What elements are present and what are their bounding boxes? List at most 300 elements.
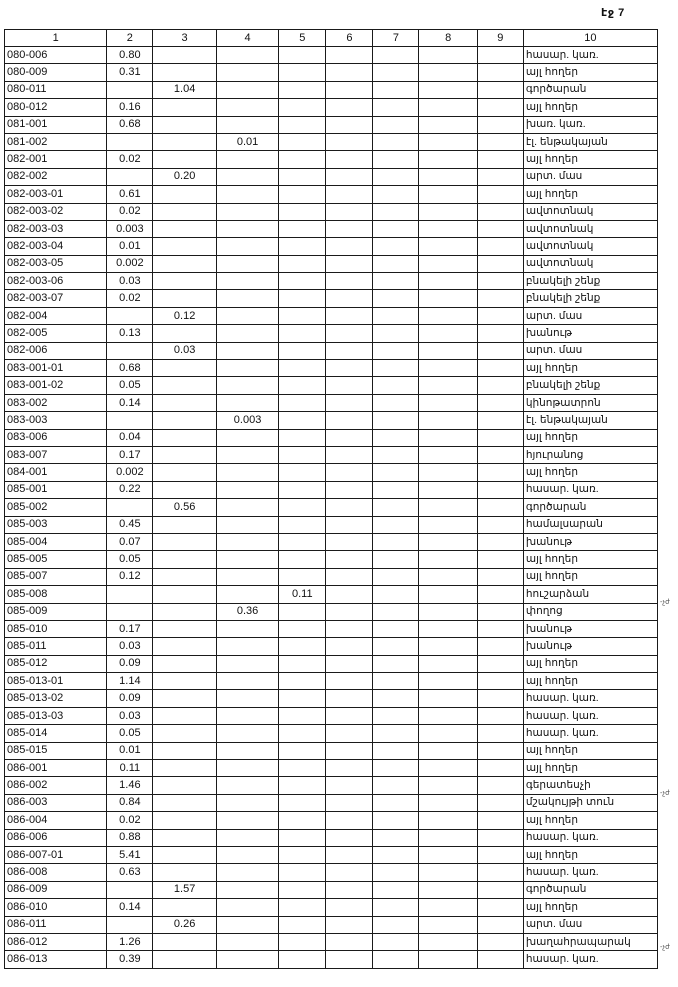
area-cell-col-9 <box>477 551 523 568</box>
area-cell-col-9 <box>477 342 523 359</box>
area-cell-col-3 <box>153 516 216 533</box>
area-cell-col-8 <box>419 690 477 707</box>
table-row <box>5 777 658 794</box>
land-use-cell: ավտոտնակ <box>523 203 657 220</box>
area-cell-col-6 <box>326 394 373 411</box>
parcel-code-cell: 086-001 <box>5 760 107 777</box>
land-use-cell: խանութ <box>523 620 657 637</box>
land-use-cell: հասար. կառ. <box>523 481 657 498</box>
area-cell-col-2: 0.45 <box>107 516 153 533</box>
area-cell-col-2: 0.11 <box>107 760 153 777</box>
area-cell-col-8 <box>419 481 477 498</box>
area-cell-col-5 <box>279 255 326 272</box>
parcel-code-cell: 085-001 <box>5 481 107 498</box>
area-cell-col-8 <box>419 429 477 446</box>
area-cell-col-3 <box>153 568 216 585</box>
parcel-code-cell: 082-005 <box>5 325 107 342</box>
area-cell-col-6 <box>326 864 373 881</box>
parcel-code-cell: 086-003 <box>5 794 107 811</box>
area-cell-col-7 <box>373 916 419 933</box>
area-cell-col-7 <box>373 794 419 811</box>
area-cell-col-7 <box>373 707 419 724</box>
area-cell-col-4 <box>216 481 278 498</box>
area-cell-col-3 <box>153 812 216 829</box>
land-use-cell: հասար. կառ. <box>523 707 657 724</box>
area-cell-col-9 <box>477 899 523 916</box>
area-cell-col-2: 0.31 <box>107 64 153 81</box>
area-cell-col-6 <box>326 846 373 863</box>
land-use-cell: համալսարան <box>523 516 657 533</box>
table-row <box>5 533 658 550</box>
area-cell-col-4: 0.01 <box>216 133 278 150</box>
area-cell-col-6 <box>326 586 373 603</box>
area-cell-col-4 <box>216 290 278 307</box>
land-use-cell: բնակելի շենք <box>523 273 657 290</box>
parcel-code-cell: 086-011 <box>5 916 107 933</box>
area-cell-col-7 <box>373 499 419 516</box>
area-cell-col-8 <box>419 916 477 933</box>
area-cell-col-3 <box>153 47 216 64</box>
area-cell-col-4 <box>216 881 278 898</box>
table-row <box>5 899 658 916</box>
area-cell-col-7 <box>373 464 419 481</box>
parcel-code-cell: 083-001-02 <box>5 377 107 394</box>
area-cell-col-5 <box>279 777 326 794</box>
area-cell-col-6 <box>326 499 373 516</box>
area-cell-col-8 <box>419 446 477 463</box>
area-cell-col-4 <box>216 446 278 463</box>
area-cell-col-8 <box>419 586 477 603</box>
area-cell-col-7 <box>373 603 419 620</box>
area-cell-col-2 <box>107 586 153 603</box>
table-row <box>5 690 658 707</box>
area-cell-col-4 <box>216 464 278 481</box>
table-row <box>5 707 658 724</box>
area-cell-col-8 <box>419 394 477 411</box>
column-header-1: 1 <box>5 30 107 47</box>
parcel-code-cell: 082-003-04 <box>5 238 107 255</box>
area-cell-col-5 <box>279 290 326 307</box>
table-row <box>5 829 658 846</box>
table-row <box>5 290 658 307</box>
column-header-3: 3 <box>153 30 216 47</box>
area-cell-col-8 <box>419 899 477 916</box>
area-cell-col-5: 0.11 <box>279 586 326 603</box>
area-cell-col-6 <box>326 655 373 672</box>
area-cell-col-8 <box>419 568 477 585</box>
land-use-cell: այլ հողեր <box>523 673 657 690</box>
land-use-cell: այլ հողեր <box>523 846 657 863</box>
area-cell-col-2: 5.41 <box>107 846 153 863</box>
area-cell-col-3 <box>153 360 216 377</box>
area-cell-col-4 <box>216 777 278 794</box>
page-number: էջ 7 <box>601 7 625 19</box>
area-cell-col-9 <box>477 690 523 707</box>
parcel-code-cell: 086-002 <box>5 777 107 794</box>
parcel-code-cell: 085-009 <box>5 603 107 620</box>
area-cell-col-3 <box>153 777 216 794</box>
land-use-cell: հյուրանոց <box>523 446 657 463</box>
table-row <box>5 238 658 255</box>
area-cell-col-5 <box>279 342 326 359</box>
area-cell-col-5 <box>279 638 326 655</box>
area-cell-col-6 <box>326 64 373 81</box>
area-cell-col-6 <box>326 777 373 794</box>
area-cell-col-9 <box>477 220 523 237</box>
land-use-cell: հասար. կառ. <box>523 725 657 742</box>
land-use-cell: հասար. կառ. <box>523 690 657 707</box>
area-cell-col-3 <box>153 64 216 81</box>
area-cell-col-5 <box>279 846 326 863</box>
area-cell-col-7 <box>373 394 419 411</box>
area-cell-col-5 <box>279 116 326 133</box>
area-cell-col-7 <box>373 760 419 777</box>
table-row <box>5 446 658 463</box>
area-cell-col-2 <box>107 342 153 359</box>
area-cell-col-2: 0.80 <box>107 47 153 64</box>
area-cell-col-7 <box>373 690 419 707</box>
parcel-code-cell: 085-013-02 <box>5 690 107 707</box>
table-row <box>5 638 658 655</box>
area-cell-col-7 <box>373 307 419 324</box>
area-cell-col-2: 0.02 <box>107 151 153 168</box>
area-cell-col-3 <box>153 933 216 950</box>
header-row <box>5 30 658 47</box>
area-cell-col-9 <box>477 81 523 98</box>
table-row <box>5 673 658 690</box>
area-cell-col-7 <box>373 533 419 550</box>
area-cell-col-9 <box>477 116 523 133</box>
area-cell-col-3 <box>153 707 216 724</box>
area-cell-col-2: 0.22 <box>107 481 153 498</box>
area-cell-col-3 <box>153 446 216 463</box>
table-row <box>5 151 658 168</box>
area-cell-col-5 <box>279 829 326 846</box>
land-use-cell: կինոթատրոն <box>523 394 657 411</box>
area-cell-col-8 <box>419 81 477 98</box>
parcel-code-cell: 085-010 <box>5 620 107 637</box>
area-cell-col-6 <box>326 673 373 690</box>
area-cell-col-9 <box>477 151 523 168</box>
area-cell-col-8 <box>419 47 477 64</box>
area-cell-col-6 <box>326 81 373 98</box>
area-cell-col-7 <box>373 377 419 394</box>
area-cell-col-2: 0.01 <box>107 238 153 255</box>
area-cell-col-9 <box>477 533 523 550</box>
area-cell-col-3 <box>153 638 216 655</box>
area-cell-col-9 <box>477 186 523 203</box>
area-cell-col-4 <box>216 377 278 394</box>
area-cell-col-5 <box>279 655 326 672</box>
area-cell-col-2: 0.02 <box>107 203 153 220</box>
area-cell-col-6 <box>326 342 373 359</box>
land-use-cell: էլ. ենթակայան <box>523 133 657 150</box>
area-cell-col-9 <box>477 951 523 968</box>
area-cell-col-8 <box>419 168 477 185</box>
area-cell-col-4 <box>216 360 278 377</box>
area-cell-col-3 <box>153 673 216 690</box>
parcel-code-cell: 082-006 <box>5 342 107 359</box>
area-cell-col-3 <box>153 116 216 133</box>
land-use-cell: հասար. կառ. <box>523 864 657 881</box>
area-cell-col-7 <box>373 99 419 116</box>
parcel-code-cell: 085-012 <box>5 655 107 672</box>
table-row <box>5 81 658 98</box>
area-cell-col-4 <box>216 342 278 359</box>
area-cell-col-5 <box>279 690 326 707</box>
column-header-6: 6 <box>326 30 373 47</box>
margin-mark: -չժ <box>660 944 670 951</box>
parcel-code-cell: 085-003 <box>5 516 107 533</box>
area-cell-col-7 <box>373 742 419 759</box>
area-cell-col-8 <box>419 99 477 116</box>
area-cell-col-6 <box>326 255 373 272</box>
land-use-cell: հասար. կառ. <box>523 951 657 968</box>
area-cell-col-9 <box>477 412 523 429</box>
area-cell-col-4 <box>216 690 278 707</box>
area-cell-col-8 <box>419 220 477 237</box>
table-row <box>5 325 658 342</box>
area-cell-col-7 <box>373 429 419 446</box>
area-cell-col-2: 0.63 <box>107 864 153 881</box>
area-cell-col-4 <box>216 516 278 533</box>
table-row <box>5 586 658 603</box>
area-cell-col-9 <box>477 516 523 533</box>
area-cell-col-5 <box>279 933 326 950</box>
area-cell-col-2: 0.16 <box>107 99 153 116</box>
area-cell-col-7 <box>373 551 419 568</box>
area-cell-col-4 <box>216 429 278 446</box>
area-cell-col-4: 0.003 <box>216 412 278 429</box>
area-cell-col-3 <box>153 899 216 916</box>
area-cell-col-5 <box>279 464 326 481</box>
area-cell-col-4: 0.36 <box>216 603 278 620</box>
parcel-code-cell: 086-010 <box>5 899 107 916</box>
area-cell-col-5 <box>279 794 326 811</box>
area-cell-col-7 <box>373 516 419 533</box>
area-cell-col-9 <box>477 99 523 116</box>
area-cell-col-9 <box>477 394 523 411</box>
area-cell-col-3 <box>153 377 216 394</box>
parcel-code-cell: 081-001 <box>5 116 107 133</box>
area-cell-col-7 <box>373 777 419 794</box>
area-cell-col-8 <box>419 551 477 568</box>
area-cell-col-3 <box>153 290 216 307</box>
area-cell-col-8 <box>419 151 477 168</box>
area-cell-col-8 <box>419 864 477 881</box>
land-use-cell: հասար. կառ. <box>523 829 657 846</box>
area-cell-col-5 <box>279 620 326 637</box>
area-cell-col-4 <box>216 116 278 133</box>
table-row <box>5 203 658 220</box>
area-cell-col-5 <box>279 203 326 220</box>
parcel-code-cell: 082-001 <box>5 151 107 168</box>
area-cell-col-7 <box>373 725 419 742</box>
area-cell-col-9 <box>477 568 523 585</box>
area-cell-col-2: 0.04 <box>107 429 153 446</box>
area-cell-col-6 <box>326 829 373 846</box>
land-use-cell: բնակելի շենք <box>523 377 657 394</box>
area-cell-col-5 <box>279 360 326 377</box>
area-cell-col-7 <box>373 655 419 672</box>
area-cell-col-4 <box>216 933 278 950</box>
area-cell-col-7 <box>373 186 419 203</box>
area-cell-col-2 <box>107 133 153 150</box>
land-use-cell: այլ հողեր <box>523 551 657 568</box>
area-cell-col-8 <box>419 881 477 898</box>
area-cell-col-5 <box>279 864 326 881</box>
area-cell-col-7 <box>373 951 419 968</box>
area-cell-col-8 <box>419 777 477 794</box>
area-cell-col-3 <box>153 846 216 863</box>
table-row <box>5 464 658 481</box>
area-cell-col-8 <box>419 133 477 150</box>
parcel-code-cell: 083-007 <box>5 446 107 463</box>
area-cell-col-4 <box>216 325 278 342</box>
area-cell-col-9 <box>477 273 523 290</box>
area-cell-col-3 <box>153 203 216 220</box>
land-use-cell: ավտոտնակ <box>523 255 657 272</box>
area-cell-col-4 <box>216 238 278 255</box>
table-row <box>5 168 658 185</box>
area-cell-col-3: 0.20 <box>153 168 216 185</box>
area-cell-col-2: 0.09 <box>107 690 153 707</box>
land-use-cell: այլ հողեր <box>523 186 657 203</box>
parcel-code-cell: 085-008 <box>5 586 107 603</box>
area-cell-col-3 <box>153 586 216 603</box>
parcel-code-cell: 085-013-03 <box>5 707 107 724</box>
area-cell-col-8 <box>419 360 477 377</box>
table-row <box>5 47 658 64</box>
area-cell-col-6 <box>326 742 373 759</box>
area-cell-col-6 <box>326 168 373 185</box>
area-cell-col-5 <box>279 881 326 898</box>
area-cell-col-2: 1.14 <box>107 673 153 690</box>
area-cell-col-4 <box>216 220 278 237</box>
area-cell-col-4 <box>216 81 278 98</box>
area-cell-col-3 <box>153 429 216 446</box>
area-cell-col-9 <box>477 290 523 307</box>
area-cell-col-8 <box>419 673 477 690</box>
area-cell-col-3 <box>153 551 216 568</box>
area-cell-col-2: 0.61 <box>107 186 153 203</box>
area-cell-col-8 <box>419 290 477 307</box>
area-cell-col-3 <box>153 794 216 811</box>
area-cell-col-4 <box>216 760 278 777</box>
area-cell-col-4 <box>216 620 278 637</box>
parcel-code-cell: 085-015 <box>5 742 107 759</box>
area-cell-col-3 <box>153 220 216 237</box>
area-cell-col-2 <box>107 81 153 98</box>
area-cell-col-4 <box>216 899 278 916</box>
area-cell-col-2 <box>107 881 153 898</box>
margin-mark: -չժ <box>660 599 670 606</box>
table-row <box>5 812 658 829</box>
table-row <box>5 725 658 742</box>
area-cell-col-9 <box>477 238 523 255</box>
area-cell-col-7 <box>373 638 419 655</box>
area-cell-col-6 <box>326 238 373 255</box>
table-row <box>5 499 658 516</box>
area-cell-col-9 <box>477 760 523 777</box>
parcel-code-cell: 082-003-02 <box>5 203 107 220</box>
parcel-code-cell: 083-006 <box>5 429 107 446</box>
area-cell-col-8 <box>419 203 477 220</box>
area-cell-col-7 <box>373 864 419 881</box>
parcel-code-cell: 085-005 <box>5 551 107 568</box>
table-row <box>5 881 658 898</box>
area-cell-col-9 <box>477 742 523 759</box>
area-cell-col-5 <box>279 707 326 724</box>
area-cell-col-6 <box>326 481 373 498</box>
area-cell-col-6 <box>326 516 373 533</box>
area-cell-col-6 <box>326 116 373 133</box>
area-cell-col-4 <box>216 307 278 324</box>
area-cell-col-9 <box>477 47 523 64</box>
area-cell-col-3 <box>153 273 216 290</box>
area-cell-col-8 <box>419 812 477 829</box>
parcel-code-cell: 084-001 <box>5 464 107 481</box>
area-cell-col-5 <box>279 516 326 533</box>
area-cell-col-9 <box>477 916 523 933</box>
area-cell-col-9 <box>477 673 523 690</box>
area-cell-col-5 <box>279 725 326 742</box>
area-cell-col-9 <box>477 638 523 655</box>
area-cell-col-9 <box>477 377 523 394</box>
area-cell-col-4 <box>216 394 278 411</box>
area-cell-col-3 <box>153 186 216 203</box>
area-cell-col-9 <box>477 360 523 377</box>
area-cell-col-3 <box>153 742 216 759</box>
area-cell-col-9 <box>477 168 523 185</box>
parcel-code-cell: 086-007-01 <box>5 846 107 863</box>
area-cell-col-6 <box>326 203 373 220</box>
area-cell-col-4 <box>216 568 278 585</box>
table-row <box>5 377 658 394</box>
land-use-cell: խառ. կառ. <box>523 116 657 133</box>
area-cell-col-8 <box>419 742 477 759</box>
table-row <box>5 760 658 777</box>
area-cell-col-4 <box>216 533 278 550</box>
area-cell-col-4 <box>216 168 278 185</box>
area-cell-col-4 <box>216 151 278 168</box>
area-cell-col-5 <box>279 916 326 933</box>
area-cell-col-5 <box>279 481 326 498</box>
area-cell-col-7 <box>373 47 419 64</box>
area-cell-col-2: 0.17 <box>107 446 153 463</box>
area-cell-col-8 <box>419 307 477 324</box>
area-cell-col-9 <box>477 481 523 498</box>
area-cell-col-2: 0.84 <box>107 794 153 811</box>
area-cell-col-9 <box>477 255 523 272</box>
area-cell-col-8 <box>419 499 477 516</box>
table-row <box>5 516 658 533</box>
land-use-cell: գործարան <box>523 81 657 98</box>
area-cell-col-8 <box>419 725 477 742</box>
parcel-code-cell: 083-002 <box>5 394 107 411</box>
area-cell-col-8 <box>419 377 477 394</box>
parcel-code-cell: 082-003-03 <box>5 220 107 237</box>
area-cell-col-7 <box>373 168 419 185</box>
area-cell-col-9 <box>477 464 523 481</box>
land-use-cell: այլ հողեր <box>523 760 657 777</box>
area-cell-col-9 <box>477 325 523 342</box>
area-cell-col-4 <box>216 725 278 742</box>
parcel-code-cell: 080-012 <box>5 99 107 116</box>
parcel-code-cell: 080-006 <box>5 47 107 64</box>
area-cell-col-7 <box>373 568 419 585</box>
parcel-code-cell: 086-012 <box>5 933 107 950</box>
